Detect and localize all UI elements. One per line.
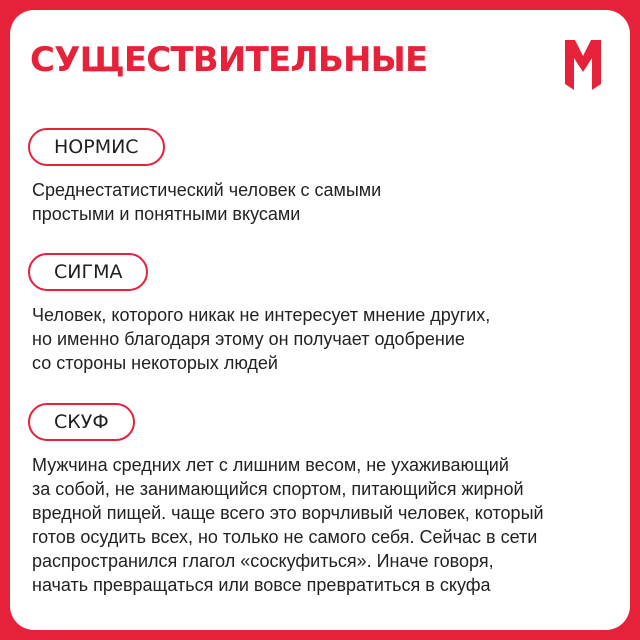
brand-m-logo-icon: [562, 36, 604, 92]
definition-line: Мужчина средних лет с лишним весом, не ухаживающий: [32, 455, 509, 475]
definition-line: Человек, которого никак не интересует мнение других,: [32, 305, 491, 325]
definition-line: со стороны некоторых людей: [32, 353, 278, 373]
definition-line: Среднестатистический человек с самыми: [32, 180, 382, 200]
definition-line: готов осудить всех, но только не самого себя. Сейчас в сети: [32, 527, 538, 547]
definition-line: вредной пищей. чаще всего это ворчливый человек, который: [32, 503, 544, 523]
content-card: [10, 10, 630, 630]
term-badge-sigma: СИГМА: [28, 253, 148, 291]
definition-line: начать превращаться или вовсе превратиться в скуфа: [32, 575, 491, 595]
definition-line: за собой, не занимающийся спортом, питающийся жирной: [32, 479, 524, 499]
term-definition-normis: [32, 178, 381, 226]
definition-line: но именно благодаря этому он получает одобрение: [32, 329, 465, 349]
definition-line: простыми и понятными вкусами: [32, 204, 301, 224]
term-badge-skuf: СКУФ: [28, 403, 135, 441]
page-title: СУЩЕСТВИТЕЛЬНЫЕ: [30, 40, 428, 80]
term-definition-skuf: [32, 453, 544, 597]
definition-line: распространился глагол «соскуфиться». Иначе говоря,: [32, 551, 494, 571]
term-definition-sigma: [32, 303, 490, 375]
term-badge-normis: НОРМИС: [28, 128, 165, 166]
